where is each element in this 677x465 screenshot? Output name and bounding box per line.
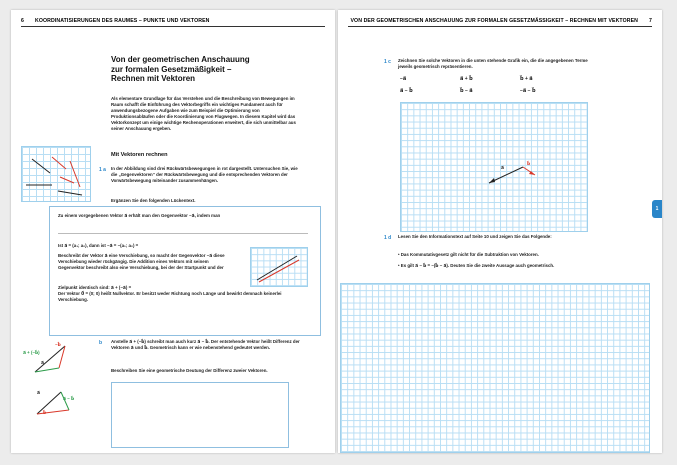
right-page [338, 10, 662, 453]
drawing-grid-1d[interactable] [340, 283, 650, 453]
vector-arrows [22, 147, 90, 201]
cloze-para-2: Zielpunkt identisch sind: a⃗ + (−a⃗) = [58, 285, 132, 290]
vector-a-label: a⃗ [501, 165, 504, 170]
answer-line [58, 233, 308, 234]
answer-box-1b[interactable] [111, 382, 289, 448]
task-1d-label: 1 d [384, 235, 392, 241]
cloze-para-3: Der Vektor 0⃗ = (0; 0) heißt Nullvektor. Er besitzt weder Richtung noch Länge und bewirkt demnach keinerlei Verschiebung. [58, 291, 282, 302]
left-page-header [21, 16, 325, 27]
task-1b-label: b [99, 340, 103, 346]
vector-b-label: b⃗ [527, 161, 531, 166]
given-vectors [401, 103, 587, 231]
expr-neg-a: −a⃗ [400, 76, 407, 82]
expr-neg-a-minus-b: −a⃗ − b⃗ [520, 88, 536, 94]
header-text: VON DER GEOMETRISCHEN ANSCHAUUNG ZUR FORMALEN GESETZMÄSSIGKEIT – RECHNEN MIT VEKTOREN [350, 18, 638, 24]
page-number: 7 [649, 18, 652, 24]
cloze-grid-figure [250, 247, 308, 287]
task-1c-label: 1 c [384, 59, 391, 65]
cloze-vectors [251, 248, 307, 286]
right-page-header [348, 16, 652, 27]
intro-text: Als elementare Grundlage für das Verstehen und die Beschreibung von Bewegungen im Raum schafft die Einführung des Vektorbegriffs ein wichtiges Fundament auch für anwendungsbezogene Aufgaben wie zum Beispiel die Optimierung von Produktionsabläufen oder die Koordinierung von Flugwegen. In diesem Kapitel wird das Vektorkonzept um einige wichtige Rechenoperationen erweitert, die sich unmittelbar aus seiner Anschauung ergeben. [111, 96, 296, 131]
chapter-tab[interactable]: 1 [652, 200, 662, 218]
bullet-text: Es gilt a⃗ − b⃗ = −(b⃗ − a⃗). Deuten Sie die zweite Aussage auch geometrisch. [400, 263, 555, 268]
label-a: a⃗ [41, 360, 44, 365]
expr-b-minus-a: b⃗ − a⃗ [460, 88, 473, 94]
task-1b-question: Beschreiben Sie eine geometrische Deutung der Differenz zweier Vektoren. [111, 368, 268, 373]
bullet-text: Das Kommutativgesetz gilt nicht für die Subtraktion von Vektoren. [400, 252, 539, 257]
title-line: Von der geometrischen Anschauung [111, 55, 250, 64]
page-number: 6 [21, 18, 24, 24]
cloze-line-1: Zu einem vorgegebenen Vektor a⃗ erhält man den Gegenvektor −a⃗, indem man [58, 213, 221, 218]
label-neg-b: −b⃗ [55, 342, 61, 347]
left-page [11, 10, 335, 453]
vector-grid-figure [21, 146, 91, 202]
task-1b-text: Anstelle a⃗ + (−b⃗) schreibt man auch kurz a⃗ − b⃗. Der entstehende Vektor heißt Differenz der Vektoren a⃗ und b⃗. Geometrisch kann er wie nebenstehend gedeutet werden. [111, 339, 300, 350]
label-a-minus-b: a⃗ − b⃗ [63, 396, 75, 401]
header-text: KOORDINATISIERUNGEN DES RAUMES – PUNKTE UND VEKTOREN [35, 18, 210, 24]
task-1a-text: In der Abbildung sind drei Rückwärtsbewegungen in rot dargestellt. Untersuchen Sie, wie die „Gegenvektoren“ der Rückwärtsbewegung und die entsprechenden Vektoren der Vorwärtsbewegung miteinander zusammenhängen. [111, 166, 298, 183]
label-a-2: a⃗ [37, 390, 40, 395]
task-1c-text: Zeichnen Sie solche Vektoren in die unten stehende Grafik ein, die die angegebenen Terme jeweils geometrisch repräsentieren. [398, 58, 588, 69]
task-1a-label: 1 a [99, 167, 106, 173]
expr-a-plus-b: a⃗ + b⃗ [460, 76, 473, 82]
drawing-grid-1c[interactable] [400, 102, 588, 232]
section-title: Mit Vektoren rechnen [111, 152, 168, 158]
expr-b-plus-a: b⃗ + a⃗ [520, 76, 533, 82]
cloze-text-box[interactable] [49, 206, 321, 336]
label-a-plus-neg-b: a⃗ + (−b⃗) [23, 350, 40, 355]
task-1d-bullet-2: • Es gilt a⃗ − b⃗ = −(b⃗ − a⃗). Deuten Sie die zweite Aussage auch geometrisch. [398, 263, 555, 268]
label-b: b⃗ [43, 410, 47, 415]
page-title [111, 55, 311, 84]
task-1d-bullet-1: • Das Kommutativgesetz gilt nicht für die Subtraktion von Vektoren. [398, 252, 539, 257]
cloze-para: Beschreibt der Vektor a⃗ eine Verschiebung, so macht der Gegenvektor −a⃗ diese Verschiebung wieder rückgängig. Die Addition eines Vektors mit seinem Gegenvektor beschreibt also eine Verschiebung, bei der der Startpunkt und der [58, 253, 225, 270]
cloze-line-2: Ist a⃗ = (a₁; a₂), dann ist −a⃗ = −(a₁; a₂) = [58, 243, 139, 248]
title-line: Rechnen mit Vektoren [111, 74, 196, 83]
expr-a-minus-b: a⃗ − b⃗ [400, 88, 413, 94]
title-line: zur formalen Gesetzmäßigkeit – [111, 64, 232, 74]
task-1d-text: Lesen Sie den Informationstext auf Seite 10 und zeigen Sie das Folgende: [398, 234, 552, 239]
task-1a-instruction: Ergänzen Sie den folgenden Lückentext. [111, 198, 196, 203]
